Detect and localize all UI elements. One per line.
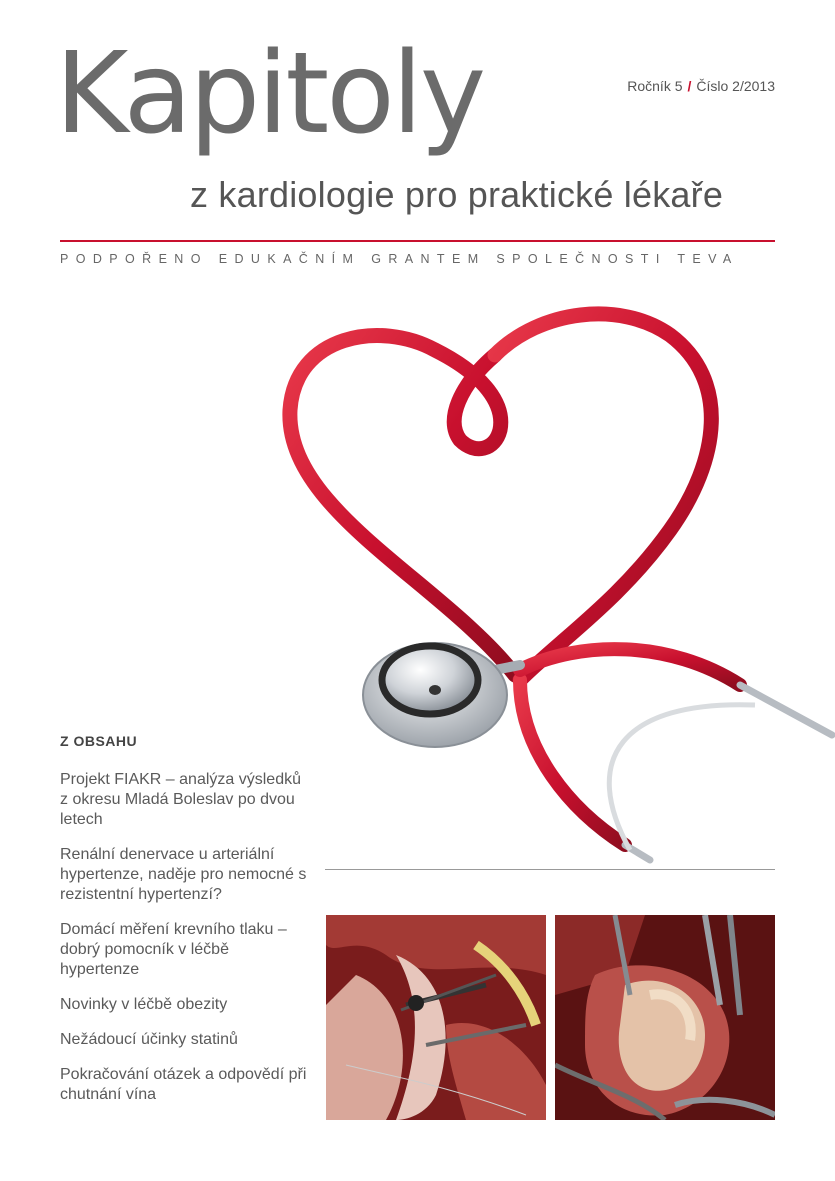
contents-item[interactable]: Pokračování otázek a odpovědí při chutnání vína — [60, 1066, 307, 1103]
contents-item[interactable]: Nežádoucí účinky statinů — [60, 1031, 238, 1048]
magazine-title: Kapitoly — [55, 29, 484, 159]
surgery-photo-left — [326, 915, 546, 1120]
contents-item[interactable]: Renální denervace u arteriální hypertenze, naděje pro nemocné s rezistentní hypertenzí? — [60, 846, 307, 903]
issue-info — [627, 78, 775, 94]
header-divider — [60, 240, 775, 242]
stethoscope-heart-icon — [220, 280, 835, 880]
issue-separator: / — [687, 78, 692, 94]
contents-heading: Z OBSAHU — [60, 733, 138, 749]
cardiac-surgery-photo-icon — [326, 915, 546, 1120]
cardiac-surgery-photo-icon — [555, 915, 775, 1120]
contents-list — [60, 770, 310, 1120]
contents-item[interactable]: Projekt FIAKR – analýza výsledků z okresu Mladá Boleslav po dvou letech — [60, 771, 301, 828]
sponsor-line: PODPOŘENO EDUKAČNÍM GRANTEM SPOLEČNOSTI TEVA — [60, 252, 739, 266]
surgery-photo-right — [555, 915, 775, 1120]
contents-item[interactable]: Novinky v léčbě obezity — [60, 996, 228, 1013]
magazine-subtitle: z kardiologie pro praktické lékaře — [190, 174, 724, 215]
volume-label: Ročník 5 — [627, 78, 683, 94]
contents-item[interactable]: Domácí měření krevního tlaku – dobrý pomocník v léčbě hypertenze — [60, 921, 287, 978]
issue-number: Číslo 2/2013 — [696, 78, 775, 94]
photo-divider — [325, 869, 775, 870]
